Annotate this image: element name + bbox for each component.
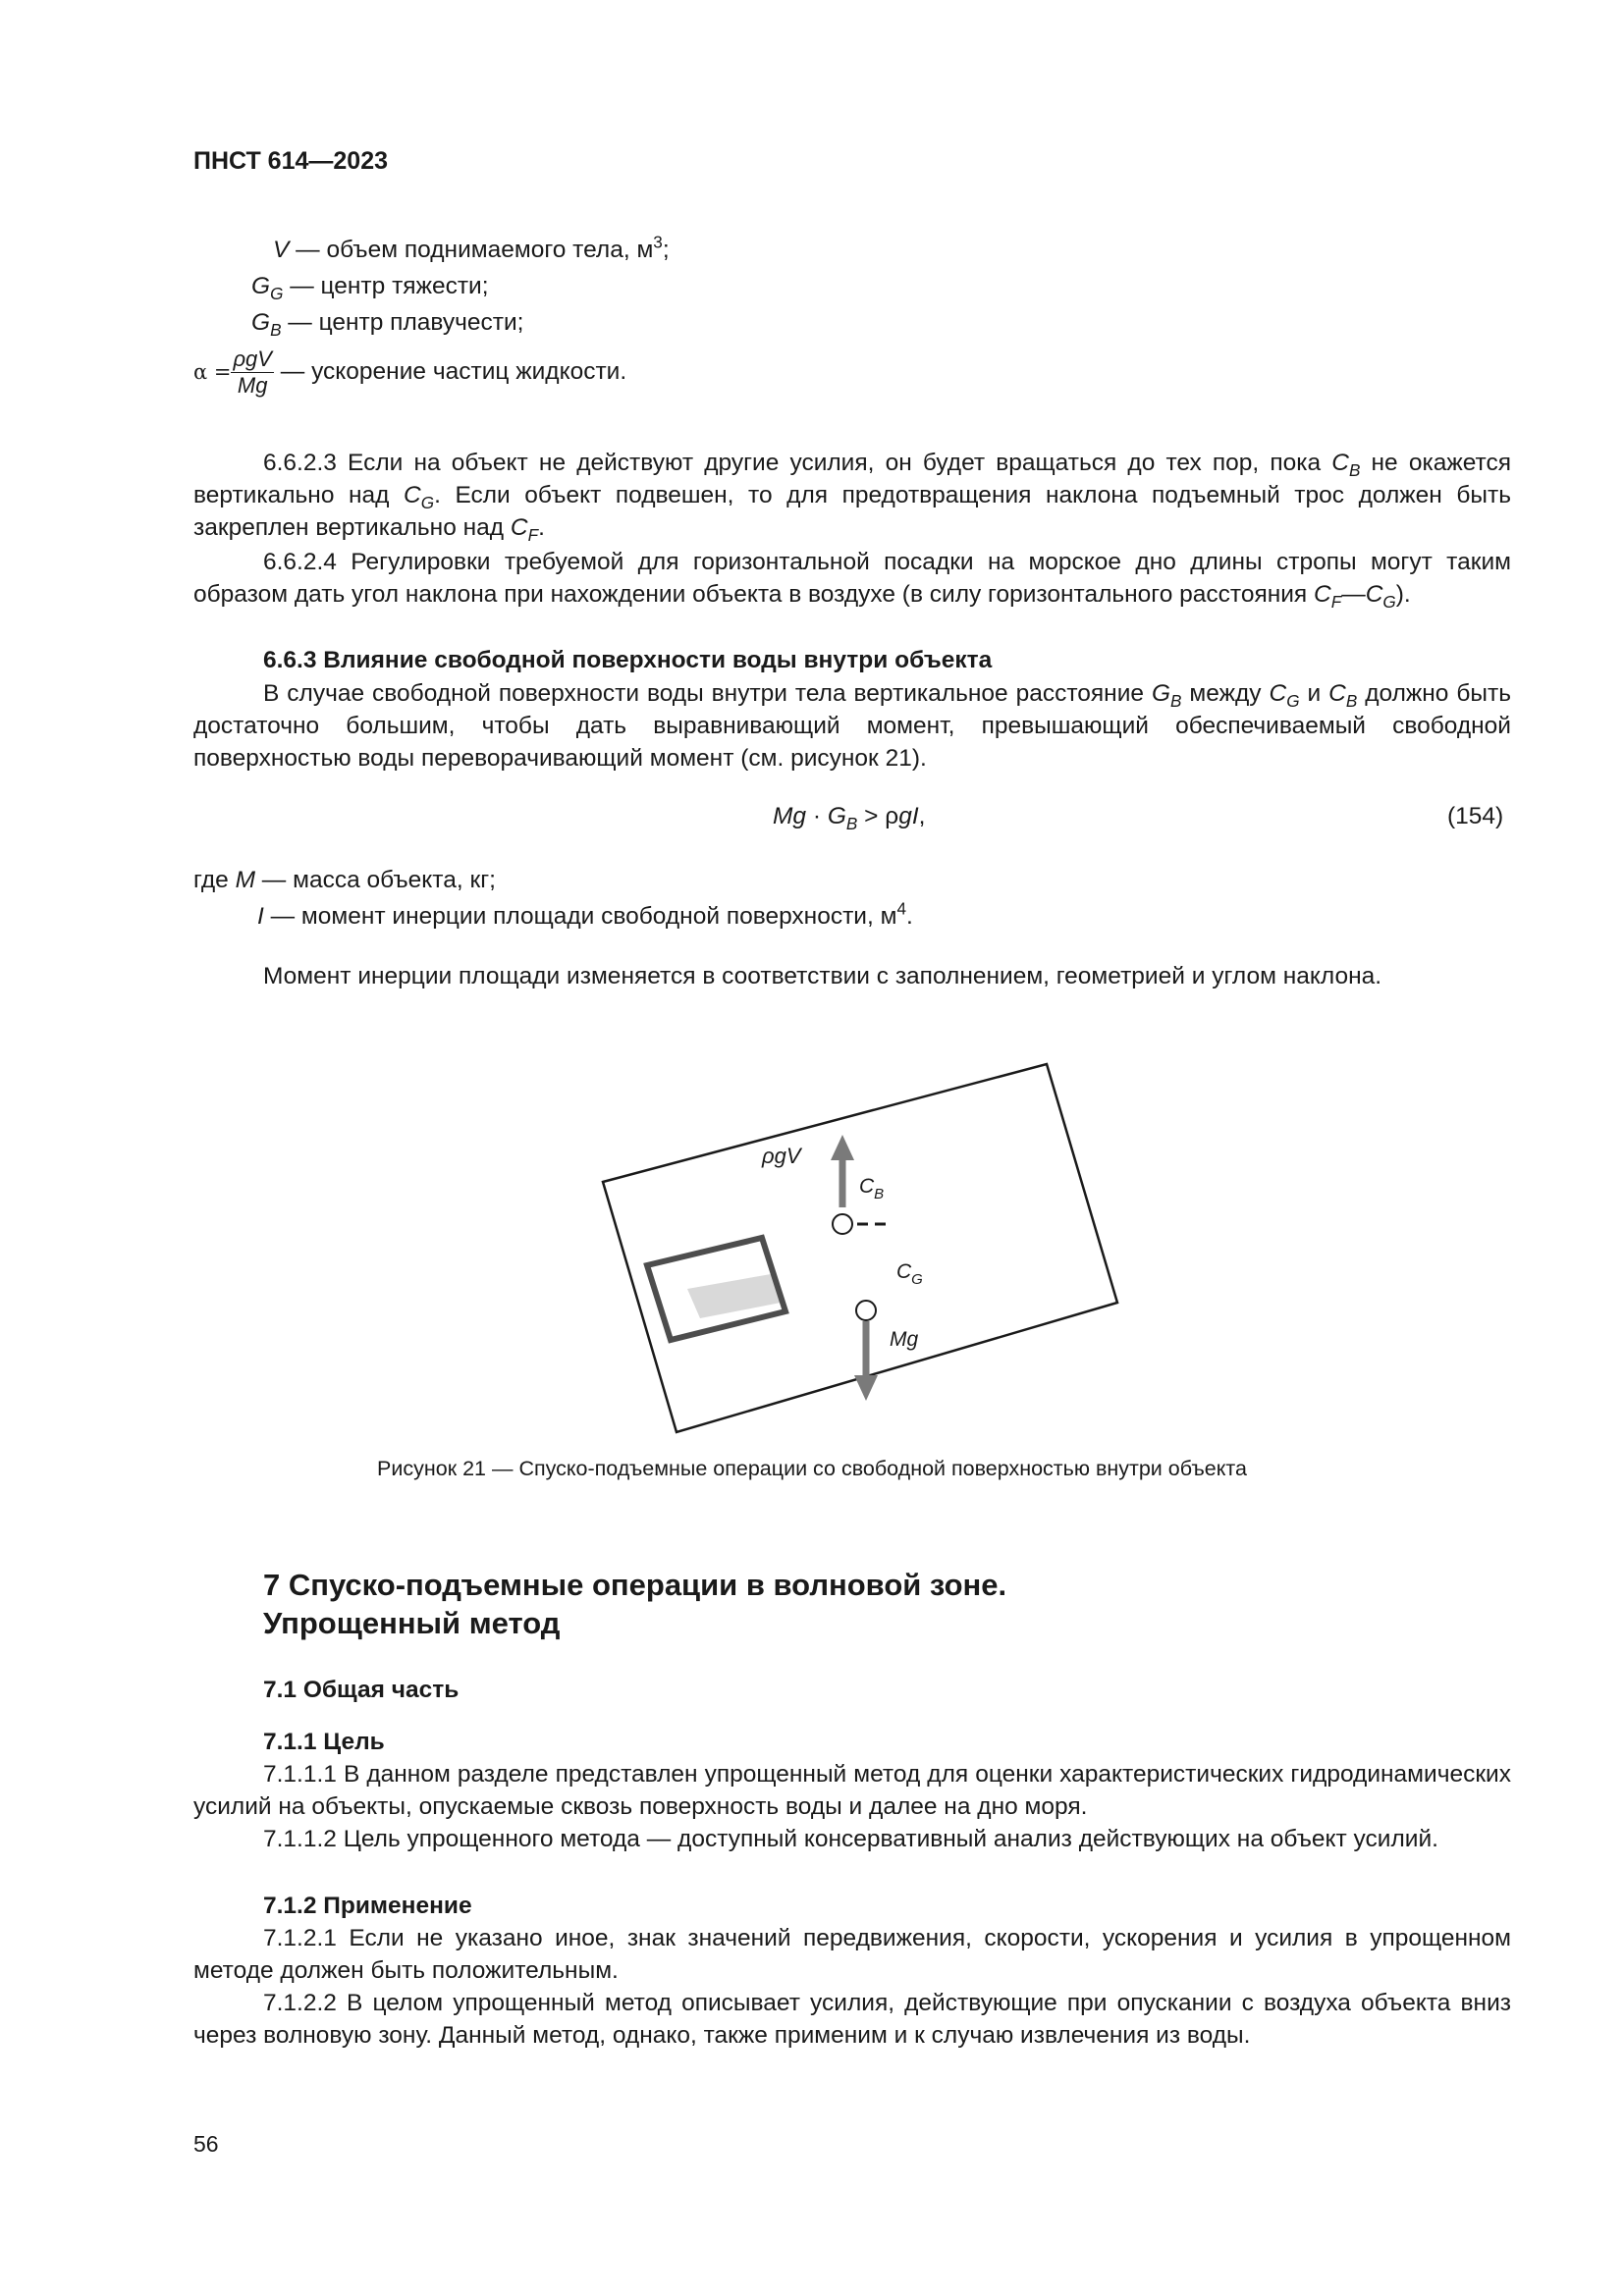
document-header: ПНСТ 614—2023: [193, 147, 388, 175]
formula-number: (154): [1447, 803, 1504, 829]
where-m: где M — масса объекта, кг;: [193, 867, 496, 893]
label-cg: $C_G$: [896, 1260, 923, 1288]
paragraph-7-1-1-1: 7.1.1.1 В данном разделе представлен упрощенный метод для оценки характеристических гидродинамических усилий на объекты, опускаемые сквозь поверхность воды и далее на дно моря.: [193, 1761, 1511, 1820]
figure-21: [589, 1050, 1139, 1443]
weight-arrow-head: [854, 1375, 878, 1401]
section-7-1-1-heading: 7.1.1 Цель: [263, 1729, 385, 1755]
label-rhogv: ρgV: [762, 1144, 801, 1168]
page-number: 56: [193, 2131, 219, 2157]
figure-caption: Рисунок 21 — Спуско-подъемные операции со свободной поверхностью внутри объекта: [377, 1457, 1247, 1480]
section-7-1-2-heading: 7.1.2 Применение: [263, 1893, 472, 1919]
section-7-title: 7 Спуско-подъемные операции в волновой зоне. Упрощенный метод: [263, 1568, 1007, 1640]
moment-note: Момент инерции площади изменяется в соответствии с заполнением, геометрией и углом наклона.: [263, 963, 1382, 989]
center-of-buoyancy-point: [833, 1214, 852, 1234]
paragraph-6-6-3: В случае свободной поверхности воды внутри тела вертикальное расстояние $G_B$ между $C_G$ и $C_B$ должно быть достаточно большим, чтобы дать выравнивающий момент, превышающий обеспечиваемый свободной поверхностью воды переворачивающий момент (см. рисунок 21).: [193, 680, 1512, 772]
center-of-gravity-point: [856, 1301, 876, 1320]
paragraph-6-6-2-4: 6.6.2.4 Регулировки требуемой для горизонтальной посадки на морское дно длины стропы могут таким образом дать угол наклона при нахождении объекта в воздухе (в силу горизонтального расстояния $C_F—C_G$).: [193, 549, 1511, 612]
label-cb: $C_B$: [859, 1175, 885, 1202]
label-mg: Mg: [890, 1328, 919, 1351]
section-6-6-3-heading: 6.6.3 Влияние свободной поверхности воды внутри объекта: [263, 647, 993, 673]
paragraph-6-6-2-3: 6.6.2.3 Если на объект не действуют другие усилия, он будет вращаться до тех пор, пока $C_B$ не окажется вертикально над $C_G$. Если объект подвешен, то для предотвращения наклона подъемный трос должен быть закреплен вертикально над $C_F$.: [193, 450, 1511, 545]
definition-v: V — объем поднимаемого тела, $м^3$;: [273, 232, 670, 263]
paragraph-7-1-2-1: 7.1.2.1 Если не указано иное, знак значений передвижения, скорости, ускорения и усилия в упрощенном методе должен быть положительным.: [193, 1925, 1511, 1984]
where-i: I — момент инерции площади свободной поверхности, $м^4$.: [257, 898, 913, 930]
formula-154: $Mg \cdot G_B > \rho gI$,: [773, 803, 926, 833]
paragraph-7-1-2-2: 7.1.2.2 В целом упрощенный метод описывает усилия, действующие при опускании с воздуха объекта вниз через волновую зону. Данный метод, однако, также применим и к случаю извлечения из воды.: [193, 1990, 1511, 2049]
definition-gb: $G_B$ — центр плавучести;: [251, 309, 524, 340]
section-7-1-heading: 7.1 Общая часть: [263, 1677, 460, 1703]
definition-gg: $G_G$ — центр тяжести;: [251, 273, 489, 303]
paragraph-7-1-1-2: 7.1.1.2 Цель упрощенного метода — доступный консервативный анализ действующих на объект усилий.: [263, 1826, 1438, 1852]
definition-alpha: α = $\frac{\text{ρgV}}{Mg}$ — ускорение частиц жидкости.: [193, 347, 627, 398]
